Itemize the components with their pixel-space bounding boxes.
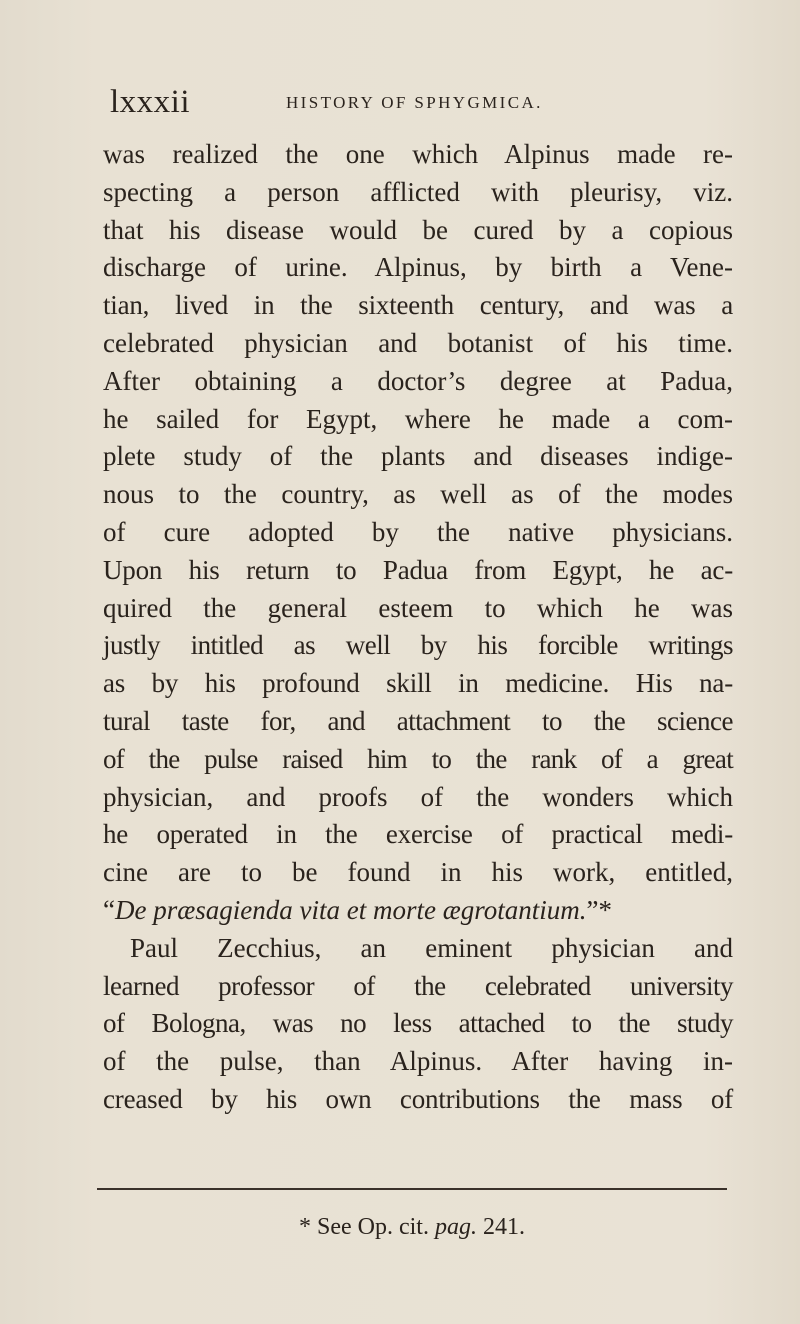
- text-line: After obtaining a doctor’s degree at Padua,: [103, 365, 733, 396]
- text-line: nous to the country, as well as of the modes: [103, 479, 733, 510]
- text-line: as by his profound skill in medicine. His na-: [103, 668, 733, 699]
- page-header: [110, 82, 710, 122]
- text-line: justly intitled as well by his forcible writings: [103, 630, 733, 661]
- text-line: of Bologna, was no less attached to the study: [103, 1008, 733, 1039]
- text-line: plete study of the plants and diseases indige-: [103, 441, 733, 472]
- text-line: learned professor of the celebrated university: [103, 970, 733, 1001]
- footnote: [97, 1212, 727, 1242]
- footnote-rule: [97, 1188, 727, 1190]
- text-line: Upon his return to Padua from Egypt, he ac-: [103, 554, 733, 585]
- text-line: cine are to be found in his work, entitled,: [103, 857, 733, 888]
- footnote-page: 241.: [476, 1214, 525, 1240]
- text-line: he operated in the exercise of practical medi-: [103, 819, 733, 850]
- text-line: tural taste for, and attachment to the science: [103, 705, 733, 736]
- text-line: tian, lived in the sixteenth century, and was a: [103, 290, 733, 321]
- running-head: HISTORY OF SPHYGMICA.: [286, 93, 543, 112]
- text-line: creased by his own contributions the mass of: [103, 1083, 733, 1114]
- open-quote: “: [103, 894, 115, 925]
- footnote-text: * See Op. cit.: [299, 1214, 435, 1240]
- text-line: specting a person afflicted with pleurisy, viz.: [103, 176, 733, 207]
- footnote-abbr: pag.: [434, 1214, 477, 1240]
- close-quote-footnote-marker: ”*: [586, 894, 612, 925]
- text-line: physician, and proofs of the wonders which: [103, 781, 733, 812]
- text-line: Paul Zecchius, an eminent physician and: [130, 932, 733, 963]
- text-line: of the pulse raised him to the rank of a great: [103, 743, 733, 774]
- text-line: of the pulse, than Alpinus. After having in-: [103, 1046, 733, 1077]
- text-line: quired the general esteem to which he was: [103, 592, 733, 623]
- text-line: discharge of urine. Alpinus, by birth a Vene-: [103, 252, 733, 283]
- page-number: lxxxii: [110, 84, 191, 120]
- text-line: of cure adopted by the native physicians.: [103, 516, 733, 547]
- text-line: celebrated physician and botanist of his time.: [103, 327, 733, 358]
- text-line: was realized the one which Alpinus made re-: [103, 139, 733, 169]
- cited-title: De præsagienda vita et morte ægrotantium.: [114, 894, 587, 925]
- text-line: that his disease would be cured by a copious: [103, 214, 733, 245]
- text-line: he sailed for Egypt, where he made a com-: [103, 403, 733, 434]
- citation-line: [103, 892, 733, 930]
- body-text: [103, 136, 733, 1119]
